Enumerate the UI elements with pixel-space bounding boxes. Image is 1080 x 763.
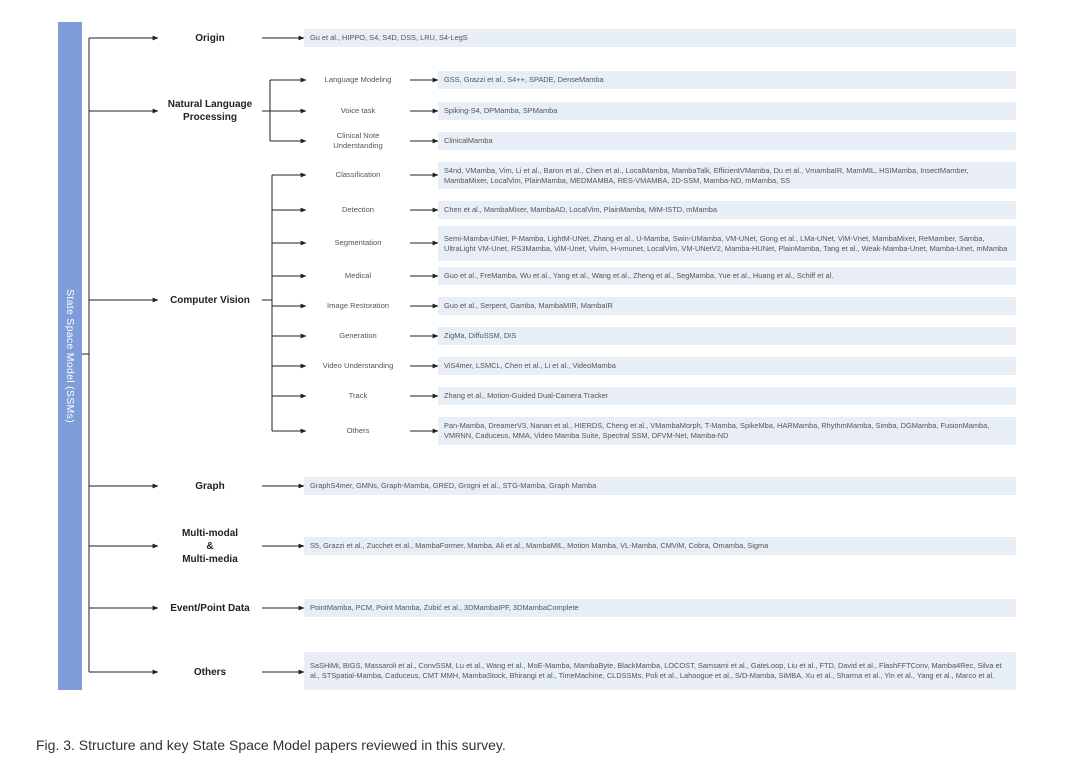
papers-graph: GraphS4mer, GMNs, Graph-Mamba, GRED, Grogni et al., STG-Mamba, Graph Mamba: [304, 477, 1016, 495]
papers-video-understanding: ViS4mer, LSMCL, Chen et al., Li et al., VideoMamba: [438, 357, 1016, 375]
papers-generation: ZigMa, DiffuSSM, DIS: [438, 327, 1016, 345]
subcategory-label: Segmentation: [334, 238, 382, 247]
papers-image-restoration: Guo et al., Serpent, Gamba, MambaMIR, MambaIR: [438, 297, 1016, 315]
category-others: [158, 658, 262, 686]
subcategory-label: Image Restoration: [326, 301, 390, 310]
subcategory-segmentation: [306, 234, 410, 252]
subcategory-language-modeling: [306, 71, 410, 89]
subcategory-track: [306, 387, 410, 405]
subcategory-video-understanding: [306, 357, 410, 375]
papers-track: Zhang et al., Motion-Guided Dual-Camera Tracker: [438, 387, 1016, 405]
root-label: State Space Model (SSMs): [64, 289, 76, 423]
subcategory-medical: [306, 267, 410, 285]
papers-detection: Chen et al., MambaMixer, MambaAD, LocalVim, PlainMamba, MiM-ISTD, mMamba: [438, 201, 1016, 219]
category-origin: [158, 24, 262, 52]
subcategory-image-restoration: [306, 297, 410, 315]
category-label-line: Multi-modal: [181, 527, 239, 539]
papers-multimodal: S5, Grazzi et al., Zucchet et al., MambaFormer, Mamba, Ali et al., MambaMIL, Motion Mamba, VL-Mamba, CMViM, Cobra, Omamba, Sigma: [304, 537, 1016, 555]
subcategory-classification: [306, 166, 410, 184]
subcategory-label: Medical: [344, 271, 372, 280]
papers-classification: S4nd, VMamba, Vim, Li et al., Baron et al., Chen et al., LocalMamba, MambaTalk, EfficientVMamba, Du et al., VmambaIR, MamMIL, HSIMamba, InsectMamber, MambaMixer, LocalVim, PlainMamba, MEDMAMBA, RES-VMAMBA, 2D-SSM, Mamba-ND, mMamba, SS: [438, 162, 1016, 189]
root-node: [58, 22, 82, 690]
category-nlp: [158, 94, 262, 128]
category-label: Natural Language Processing: [167, 99, 253, 123]
subcategory-voice-task: [306, 102, 410, 120]
subcategory-generation: [306, 327, 410, 345]
category-label-line: &: [206, 540, 214, 552]
category-label: Graph: [195, 480, 225, 492]
subcategory-label: Classification: [335, 170, 381, 179]
papers-event-point-data: PointMamba, PCM, Point Mamba, Zubić et al., 3DMambaIPF, 3DMambaComplete: [304, 599, 1016, 617]
category-event-point-data: [158, 594, 262, 622]
category-label: Computer Vision: [170, 294, 250, 306]
papers-segmentation: Semi-Mamba-UNet, P-Mamba, LightM-UNet, Zhang et al., U-Mamba, Swin-UMamba, VM-UNet, Gong et al., LMa-UNet, ViM-Vnet, MambaMixer, ReMamber, Samba, UltraLight VM-Unet, RS3Mamba, ViM-Unet, Vivim, H-vmunet, LocalVim, VM-UNetV2, Mamba-HUNet, PlainMamba, Tang et al., Weak-Mamba-Unet, Mamba-Unet, mMamba: [438, 226, 1016, 261]
subcategory-label: Voice task: [340, 106, 376, 115]
papers-medical: Guo et al., FreMamba, Wu et al., Yang et al., Wang et al., Zheng et al., SegMamba, Yue et al., Huang et al., Schiff et al.: [438, 267, 1016, 285]
category-label: Event/Point Data: [170, 602, 250, 614]
category-graph: [158, 472, 262, 500]
papers-language-modeling: GSS, Grazzi et al., S4++, SPADE, DenseMamba: [438, 71, 1016, 89]
subcategory-label: Detection: [341, 205, 375, 214]
subcategory-clinical-note: [306, 129, 410, 153]
papers-others: SaSHiMi, BIGS, Massaroli et al., ConvSSM, Lu et al., Wang et al., MoE-Mamba, MambaByte, BlackMamba, LOCOST, Samsami et al., GateLoop, Liu et al., FTD, David et al., FlashFFTConv, Mamba4Rec, Silva et al., STSpatial-Mamba, Caduceus, CMT MMH, MambaStock, Bhirangi et al., TimeMachine, CLDSSMs, Poli et al., Lahoogue et al., S/D-Mamba, SiMBA, Xu et al., Sharma et al., Yin et al., Yang et al., Marco et al.: [304, 652, 1016, 690]
subcategory-label: Generation: [339, 331, 377, 340]
category-computer-vision: [158, 286, 262, 314]
category-label-line: Multi-media: [182, 553, 238, 565]
subcategory-label: Others: [346, 426, 370, 435]
subcategory-detection: [306, 201, 410, 219]
category-multimodal: [158, 522, 262, 570]
subcategory-label: Video Understanding: [322, 361, 394, 370]
papers-origin: Gu et al., HIPPO, S4, S4D, DSS, LRU, S4-LegS: [304, 29, 1016, 47]
subcategory-label: Clinical Note Understanding: [333, 131, 383, 150]
subcategory-label: Track: [348, 391, 368, 400]
category-label: Origin: [195, 32, 225, 44]
subcategory-others: [306, 422, 410, 440]
figure-caption: Fig. 3. Structure and key State Space Model papers reviewed in this survey.: [36, 737, 506, 753]
papers-cv-others: Pan-Mamba, DreamerV3, Nanan et al., HIERDS, Cheng et al., VMambaMorph, T-Mamba, SpikeMba, HARMamba, RhythmMamba, Simba, DGMamba, FusionMamba, VMRNN, Caduceus, MMA, Video Mamba Suite, Spectral SSM, DFVM-Net, Mamba-ND: [438, 417, 1016, 445]
category-label: Others: [193, 666, 227, 678]
papers-voice-task: Spiking-S4, DPMamba, SPMamba: [438, 102, 1016, 120]
subcategory-label: Language Modeling: [324, 75, 392, 84]
papers-clinical-note: ClinicalMamba: [438, 132, 1016, 150]
